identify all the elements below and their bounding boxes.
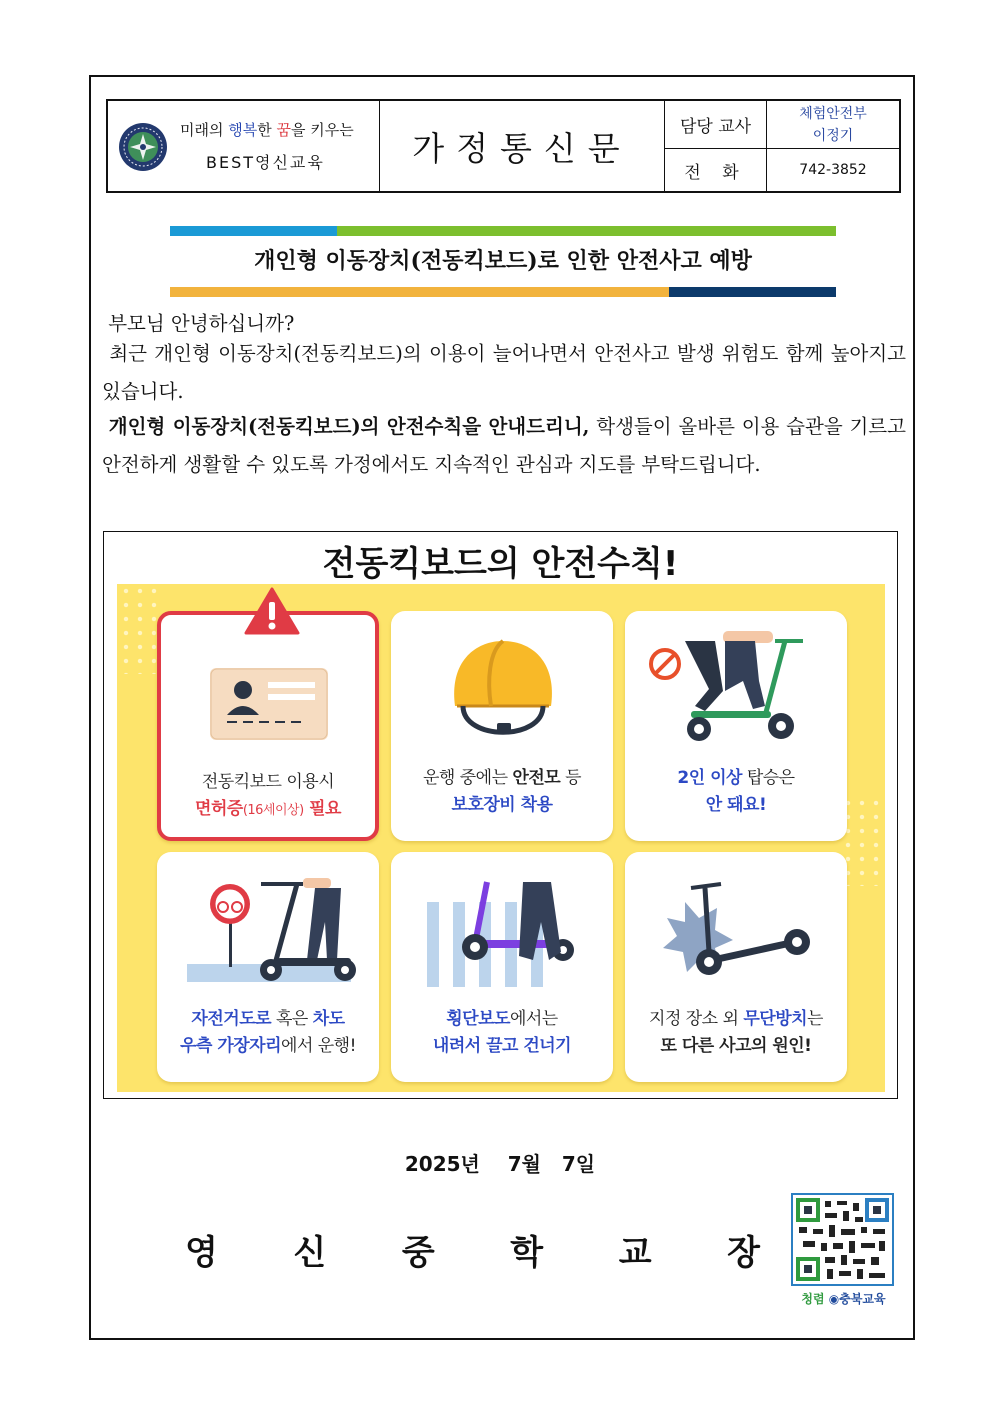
principal-signature: 영 신 중 학 교 장 xyxy=(185,1233,760,1273)
bike-lane-scooter-icon xyxy=(157,852,379,1002)
bottom-bar-orange xyxy=(170,287,669,297)
teacher-dept: 체험안전부 xyxy=(799,105,867,122)
headline: 개인형 이동장치(전동킥보드)로 인한 안전사고 예방 xyxy=(254,248,752,274)
two-riders-scooter-icon xyxy=(625,611,847,761)
card-two-riders xyxy=(625,611,847,841)
slogan-line-2: BEST영신교육 xyxy=(206,153,325,172)
paragraph-1: 최근 개인형 이동장치(전동킥보드)의 이용이 늘어나면서 안전사고 발생 위험도 함께 높아지고 있습니다. xyxy=(102,342,907,403)
card-crosswalk-text: 횡단보도에서는 내려서 끌고 건너기 xyxy=(432,1009,572,1056)
card-crosswalk xyxy=(391,852,613,1082)
card-bike-lane-text: 자전거도로 혹은 차도 우측 가장자리에서 운행! xyxy=(180,1009,356,1056)
card-parking xyxy=(625,852,847,1082)
card-parking-text: 지정 장소 외 무단방치는 또 다른 사고의 원인! xyxy=(649,1009,823,1056)
header-table xyxy=(106,99,901,193)
helmet-icon xyxy=(391,611,613,761)
safety-infographic xyxy=(103,531,898,1099)
qr-caption: 청렴 ◉충북교육 xyxy=(801,1292,886,1306)
card-two-riders-text: 2인 이상 탑승은 안 돼요! xyxy=(677,768,795,815)
paragraph-2-bold: 개인형 이동장치(전동킥보드)의 안전수칙을 안내드리니, xyxy=(108,415,590,438)
crosswalk-scooter-icon xyxy=(391,852,613,1002)
school-emblem-icon xyxy=(118,122,168,172)
teacher-name: 이정기 xyxy=(812,127,854,144)
phone-label: 전 화 xyxy=(665,149,767,191)
document-title: 가정통신문 xyxy=(380,101,665,191)
qr-code-icon xyxy=(793,1195,892,1284)
card-helmet-text: 운행 중에는 안전모 등 보호장비 착용 xyxy=(422,768,582,815)
teacher-label: 담당 교사 xyxy=(665,101,767,149)
bottom-bar-navy xyxy=(669,287,836,297)
greeting: 부모님 안녕하십니까? xyxy=(108,312,295,335)
paragraph-2: 개인형 이동장치(전동킥보드)의 안전수칙을 안내드리니, 학생들이 올바른 이용 습관을 기르고 안전하게 생활할 수 있도록 가정에서도 지속적인 관심과 지도를 부탁드립니다. xyxy=(102,415,906,476)
teacher-value xyxy=(767,101,899,149)
phone-value: 742-3852 xyxy=(799,162,867,178)
dots-decoration xyxy=(841,796,885,886)
card-license-text: 전동킥보드 이용시 면허증(16세이상) 필요 xyxy=(195,772,341,819)
infographic-title: 전동킥보드의 안전수칙! xyxy=(322,544,679,584)
card-bike-lane xyxy=(157,852,379,1082)
school-logo-cell xyxy=(108,101,380,191)
warning-icon xyxy=(244,587,300,637)
top-bar-blue xyxy=(170,226,337,236)
slogan-line-1: 미래의 행복한 꿈을 키우는 xyxy=(180,121,354,139)
qr-code[interactable] xyxy=(791,1193,894,1286)
issue-date: 2025년 7월 7일 xyxy=(404,1152,596,1176)
card-license xyxy=(157,611,379,841)
top-bar-green xyxy=(337,226,836,236)
abandoned-scooter-icon xyxy=(625,852,847,1002)
card-helmet xyxy=(391,611,613,841)
infographic-panel xyxy=(117,584,885,1092)
